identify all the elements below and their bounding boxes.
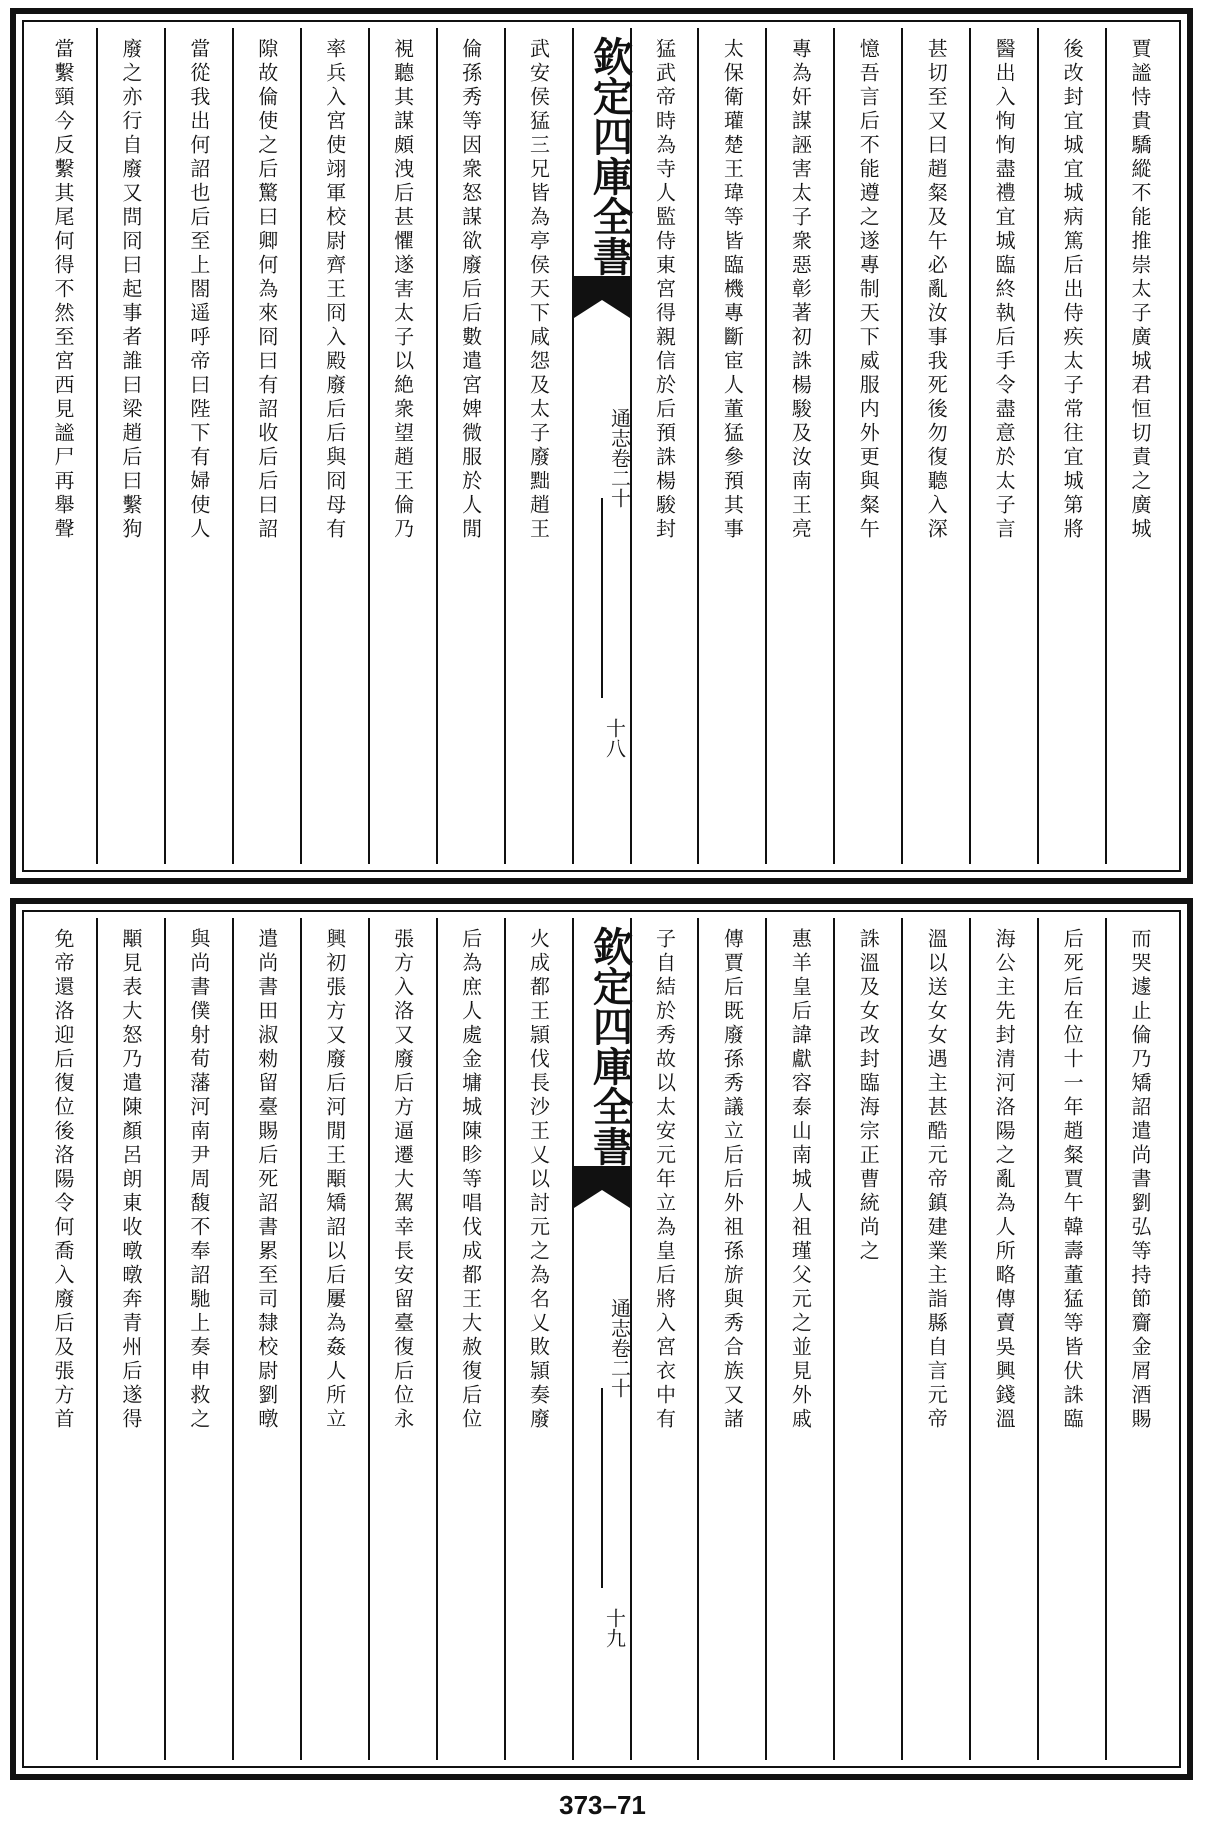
text-column [630, 918, 698, 1760]
book-title: 欽定四庫全書 [586, 36, 634, 276]
text-column [368, 918, 436, 1760]
margin-rule [601, 1388, 603, 1588]
text-column [833, 28, 901, 864]
column-text: 后為庶人處金墉城陳眕等唱伐成都王大赦復后位 [458, 928, 483, 1432]
text-column [765, 28, 833, 864]
column-text: 海公主先封清河洛陽之亂為人所略傳賣吳興錢溫 [992, 928, 1017, 1432]
column-text: 武安侯猛三兄皆為亭侯天下咸怨及太子廢黜趙王 [526, 38, 551, 542]
column-text: 而哭遽止倫乃矯詔遣尚書劉弘等持節齎金屑酒賜 [1128, 928, 1153, 1432]
text-column [368, 28, 436, 864]
text-column [697, 918, 765, 1760]
page-footer-number: 373–71 [559, 1790, 646, 1820]
column-text: 賈謐恃貴驕縱不能推崇太子廣城君恒切責之廣城 [1128, 38, 1153, 542]
text-column [1037, 918, 1105, 1760]
leaf-number: 十八 [602, 718, 627, 758]
column-text: 后死后在位十一年趙粲賈午韓壽董猛等皆伏誅臨 [1060, 928, 1085, 1432]
column-text: 倫孫秀等因衆怒謀欲廢后后數遣宮婢微服於人閒 [458, 38, 483, 542]
column-text: 憶吾言后不能遵之遂專制天下威服内外更與粲午 [856, 38, 881, 542]
text-column [504, 918, 572, 1760]
juan-label [574, 408, 630, 508]
text-column [30, 28, 96, 864]
fishtail-mark [574, 1166, 630, 1208]
text-column [96, 918, 164, 1760]
text-column [969, 28, 1037, 864]
page-panel-top [10, 8, 1193, 884]
column-text: 火成都王頴伐長沙王乂以討元之為名乂敗頴奏廢 [526, 928, 551, 1432]
text-column [765, 918, 833, 1760]
text-column [300, 918, 368, 1760]
text-column [436, 28, 504, 864]
column-text: 與尚書僕射荀藩河南尹周馥不奉詔馳上奏申救之 [186, 928, 211, 1432]
block-margin-center [572, 918, 634, 1760]
text-column [164, 918, 232, 1760]
page-panel-bottom [10, 898, 1193, 1780]
column-text: 免帝還洛迎后復位後洛陽令何喬入廢后及張方首 [50, 928, 75, 1432]
column-text: 甚切至又曰趙粲及午必亂汝事我死後勿復聽入深 [924, 38, 949, 542]
juan-title: 通志 [607, 1298, 632, 1338]
column-text: 視聽其謀頗洩后甚懼遂害太子以絶衆望趙王倫乃 [390, 38, 415, 542]
column-text: 當繫頸今反繫其尾何得不然至宮西見謐尸再舉聲 [50, 38, 75, 542]
column-text: 猛武帝時為寺人監侍東宮得親信於后預誅楊駿封 [652, 38, 677, 542]
text-column [969, 918, 1037, 1760]
text-column [96, 28, 164, 864]
text-column [630, 28, 698, 864]
fishtail-mark [574, 276, 630, 318]
text-column [1105, 28, 1173, 864]
text-column [1105, 918, 1173, 1760]
margin-rule [601, 498, 603, 698]
column-text: 興初張方又廢后河閒王顒矯詔以后屢為姦人所立 [322, 928, 347, 1432]
text-column [504, 28, 572, 864]
column-text: 廢之亦行自廢又問冏曰起事者誰曰梁趙后曰繫狗 [118, 38, 143, 542]
column-text: 專為奸謀誣害太子衆惡彰著初誅楊駿及汝南王亮 [788, 38, 813, 542]
text-column [30, 918, 96, 1760]
column-text: 當從我出何詔也后至上閤遥呼帝曰陛下有婦使人 [186, 38, 211, 542]
juan-title: 通志 [607, 408, 632, 448]
column-text: 隙故倫使之后驚曰卿何為來冏曰有詔收后后曰詔 [254, 38, 279, 542]
juan-number: 卷二十 [607, 448, 632, 508]
juan-label [574, 1298, 630, 1398]
text-columns [30, 28, 1173, 864]
book-title: 欽定四庫全書 [586, 926, 634, 1166]
block-margin-center [572, 28, 634, 864]
text-column [1037, 28, 1105, 864]
text-column [901, 918, 969, 1760]
leaf-number: 十九 [602, 1608, 627, 1648]
column-text: 後改封宜城宜城病篤后出侍疾太子常往宜城第將 [1060, 38, 1085, 542]
text-column [436, 918, 504, 1760]
column-text: 張方入洛又廢后方逼遷大駕幸長安留臺復后位永 [390, 928, 415, 1432]
column-text: 傳賈后既廢孫秀議立后后外祖孫旂與秀合族又諸 [720, 928, 745, 1432]
text-column [300, 28, 368, 864]
text-column [164, 28, 232, 864]
column-text: 顒見表大怒乃遣陳顏呂朗東收暾暾奔青州后遂得 [118, 928, 143, 1432]
text-column [833, 918, 901, 1760]
column-text: 子自結於秀故以太安元年立為皇后將入宮衣中有 [652, 928, 677, 1432]
column-text: 率兵入宮使翊軍校尉齊王冏入殿廢后后與冏母有 [322, 38, 347, 542]
text-columns [30, 918, 1173, 1760]
text-column [232, 28, 300, 864]
text-column [901, 28, 969, 864]
text-column [697, 28, 765, 864]
text-column [232, 918, 300, 1760]
column-text: 太保衛瓘楚王瑋等皆臨機專斷宦人董猛參預其事 [720, 38, 745, 542]
column-text: 誅溫及女改封臨海宗正曹統尚之 [856, 928, 881, 1264]
column-text: 醫出入恂恂盡禮宜城臨終執后手令盡意於太子言 [992, 38, 1017, 542]
juan-number: 卷二十 [607, 1338, 632, 1398]
column-text: 遣尚書田淑勑留臺賜后死詔書累至司隸校尉劉暾 [254, 928, 279, 1432]
column-text: 惠羊皇后諱獻容泰山南城人祖瑾父元之並見外戚 [788, 928, 813, 1432]
column-text: 溫以送女女遇主甚酷元帝鎮建業主詣縣自言元帝 [924, 928, 949, 1432]
